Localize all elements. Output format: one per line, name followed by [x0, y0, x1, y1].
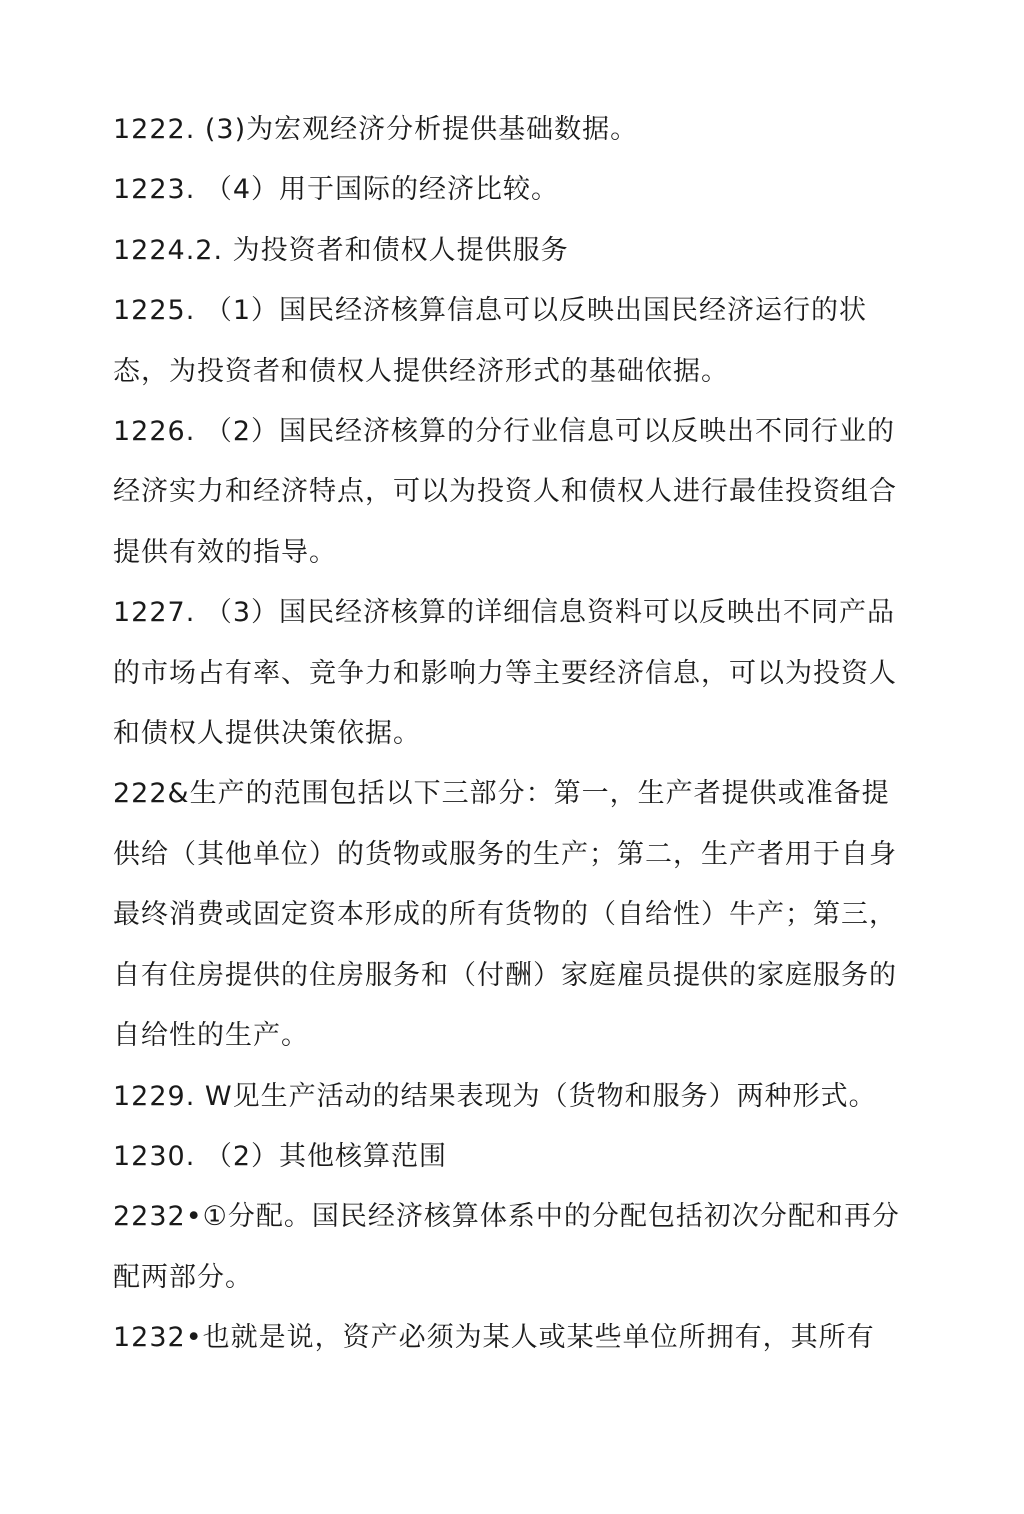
- paragraph-1232: 1232•也就是说，资产必须为某人或某些单位所拥有，其所有: [113, 1322, 875, 1354]
- paragraph-2232: 2232•①分配。国民经济核算体系中的分配包括初次分配和再分配两部分。: [113, 1201, 900, 1293]
- paragraph-1229: 1229. W见生产活动的结果表现为（货物和服务）两种形式。: [113, 1080, 877, 1112]
- paragraph-1225: 1225. （1）国民经济核算信息可以反映出国民经济运行的状态，为投资者和债权人提供经济形式的基础依据。: [113, 295, 868, 387]
- paragraph-1226: 1226. （2）国民经济核算的分行业信息可以反映出不同行业的经济实力和经济特点，可以为投资人和债权人进行最佳投资组合提供有效的指导。: [113, 416, 897, 568]
- document-page: [113, 100, 903, 1369]
- paragraph-1228: 222&生产的范围包括以下三部分：第一，生产者提供或准备提供给（其他单位）的货物或服务的生产；第二，生产者用于自身最终消费或固定资本形成的所有货物的（自给性）牛产；第三，自有住房提供的住房服务和（付酬）家庭雇员提供的家庭服务的自给性的生产。: [113, 778, 897, 1052]
- paragraph-1224: 1224.2. 为投资者和债权人提供服务: [113, 234, 569, 266]
- paragraph-1223: 1223. （4）用于国际的经济比较。: [113, 174, 560, 206]
- paragraph-1227: 1227. （3）国民经济核算的详细信息资料可以反映出不同产品的市场占有率、竞争力和影响力等主要经济信息，可以为投资人和债权人提供决策依据。: [113, 597, 897, 750]
- paragraph-1222: 1222. (3)为宏观经济分析提供基础数据。: [113, 114, 639, 145]
- paragraph-1230: 1230. （2）其他核算范围: [113, 1140, 448, 1172]
